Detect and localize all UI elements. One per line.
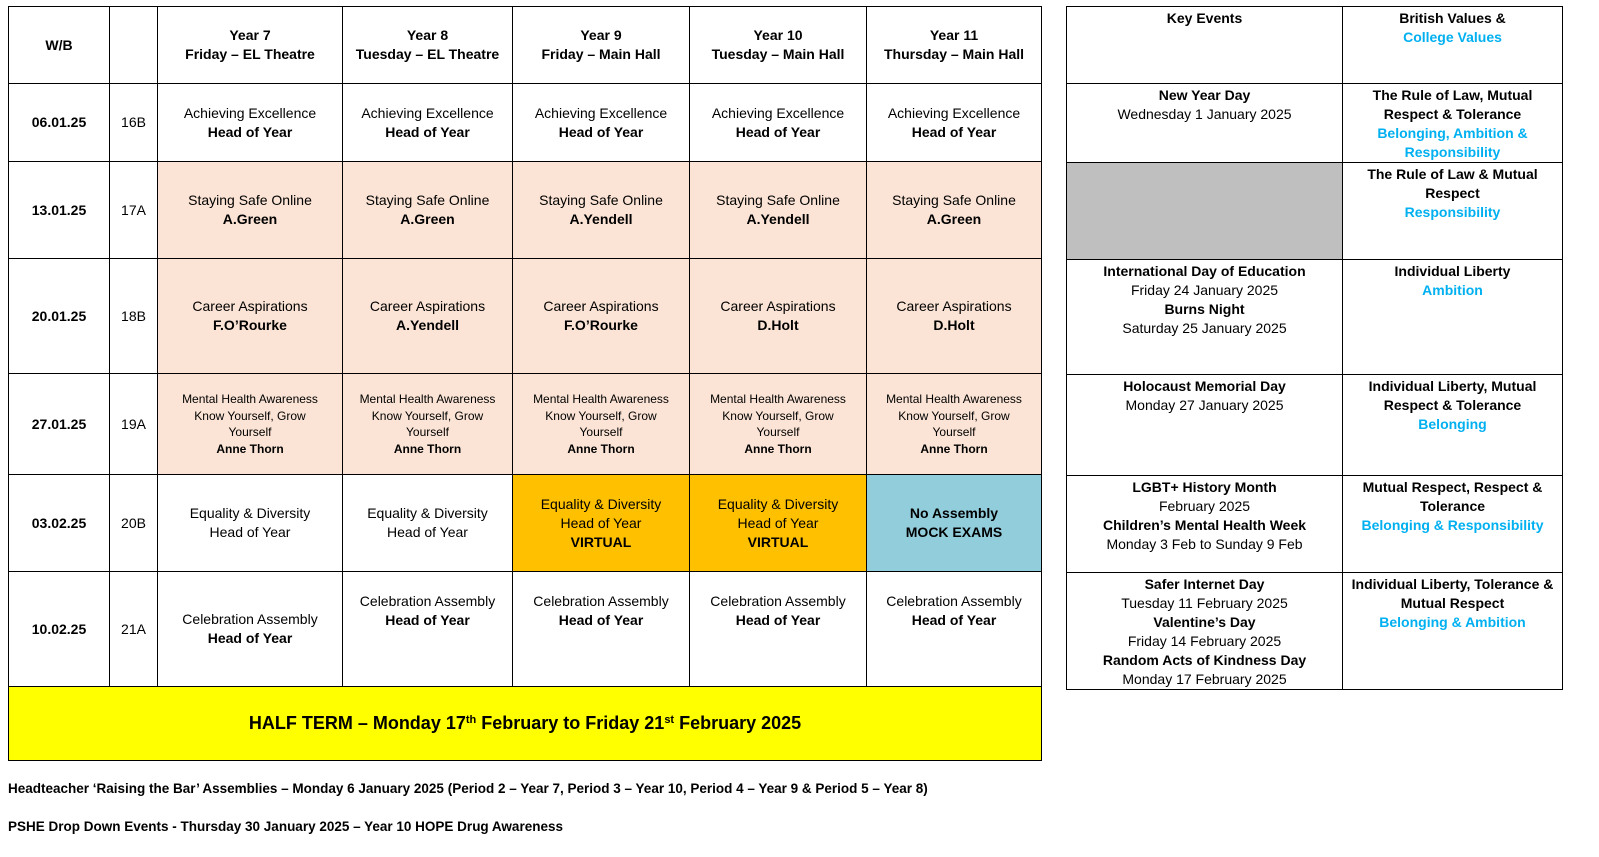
- assembly-cell: Mental Health Awareness Know Yourself, Grow Yourself Anne Thorn: [158, 374, 343, 475]
- assembly-cell: Staying Safe Online A.Green: [158, 162, 343, 259]
- key-events-cell: LGBT+ History Month February 2025 Children’s Mental Health Week Monday 3 Feb to Sunday 9 Feb: [1067, 476, 1343, 573]
- assembly-cell: Celebration Assembly Head of Year: [690, 572, 867, 687]
- no-assembly-cell: No Assembly MOCK EXAMS: [867, 475, 1042, 572]
- assembly-cell: Career Aspirations A.Yendell: [343, 259, 513, 374]
- values-cell: Mutual Respect, Respect & Tolerance Belonging & Responsibility: [1343, 476, 1563, 573]
- values-cell: Individual Liberty Ambition: [1343, 260, 1563, 375]
- headteacher-assemblies-note: Headteacher ‘Raising the Bar’ Assemblies – Monday 6 January 2025 (Period 2 – Year 7, Period 3 – Year 10, Period 4 – Year 9 & Period 5 – Year 8): [8, 781, 928, 796]
- week-code: 21A: [110, 572, 158, 687]
- key-events-cell-empty: [1067, 163, 1343, 260]
- assembly-cell: Celebration Assembly Head of Year: [158, 572, 343, 687]
- table-row: [9, 162, 1042, 259]
- week-date: 27.01.25: [9, 374, 110, 475]
- week-code: 18B: [110, 259, 158, 374]
- values-cell: The Rule of Law & Mutual Respect Responsibility: [1343, 163, 1563, 260]
- week-code: 20B: [110, 475, 158, 572]
- assembly-cell: Celebration Assembly Head of Year: [343, 572, 513, 687]
- assembly-cell-virtual: Equality & Diversity Head of Year VIRTUAL: [690, 475, 867, 572]
- assembly-cell: Celebration Assembly Head of Year: [867, 572, 1042, 687]
- table-row: [1067, 375, 1563, 476]
- assembly-cell: Equality & Diversity Head of Year: [158, 475, 343, 572]
- week-date: 20.01.25: [9, 259, 110, 374]
- week-header: [110, 7, 158, 84]
- key-events-table: [1066, 6, 1563, 690]
- year-8-header: Year 8 Tuesday – EL Theatre: [343, 7, 513, 84]
- assembly-cell-virtual: Equality & Diversity Head of Year VIRTUAL: [513, 475, 690, 572]
- values-cell: Individual Liberty, Mutual Respect & Tolerance Belonging: [1343, 375, 1563, 476]
- assembly-cell: Mental Health Awareness Know Yourself, Grow Yourself Anne Thorn: [690, 374, 867, 475]
- key-events-cell: New Year Day Wednesday 1 January 2025: [1067, 84, 1343, 163]
- table-row: [9, 259, 1042, 374]
- assembly-cell: Staying Safe Online A.Yendell: [513, 162, 690, 259]
- table-row: [9, 475, 1042, 572]
- year-9-header: Year 9 Friday – Main Hall: [513, 7, 690, 84]
- half-term-row: [9, 687, 1042, 761]
- key-events-cell: International Day of Education Friday 24 January 2025 Burns Night Saturday 25 January 2025: [1067, 260, 1343, 375]
- assembly-cell: Mental Health Awareness Know Yourself, Grow Yourself Anne Thorn: [513, 374, 690, 475]
- assembly-cell: Career Aspirations D.Holt: [690, 259, 867, 374]
- year-10-header: Year 10 Tuesday – Main Hall: [690, 7, 867, 84]
- assembly-cell: Celebration Assembly Head of Year: [513, 572, 690, 687]
- table-row: [1067, 260, 1563, 375]
- assembly-cell: Career Aspirations D.Holt: [867, 259, 1042, 374]
- table-row: [1067, 573, 1563, 690]
- header-row: [9, 7, 1042, 84]
- table-row: [9, 84, 1042, 162]
- values-cell: Individual Liberty, Tolerance & Mutual Respect Belonging & Ambition: [1343, 573, 1563, 690]
- assembly-cell: Career Aspirations F.O’Rourke: [158, 259, 343, 374]
- key-events-header: Key Events: [1067, 7, 1343, 84]
- assembly-cell: Staying Safe Online A.Yendell: [690, 162, 867, 259]
- assembly-cell: Staying Safe Online A.Green: [867, 162, 1042, 259]
- values-header: British Values & College Values: [1343, 7, 1563, 84]
- assembly-cell: Career Aspirations F.O’Rourke: [513, 259, 690, 374]
- assembly-cell: Achieving Excellence Head of Year: [343, 84, 513, 162]
- table-row: [1067, 163, 1563, 260]
- week-date: 06.01.25: [9, 84, 110, 162]
- table-row: [9, 374, 1042, 475]
- pshe-events-note: PSHE Drop Down Events - Thursday 30 January 2025 – Year 10 HOPE Drug Awareness: [8, 819, 563, 834]
- week-code: 16B: [110, 84, 158, 162]
- assembly-schedule-table: [8, 6, 1042, 761]
- header-row: [1067, 7, 1563, 84]
- week-code: 17A: [110, 162, 158, 259]
- assembly-cell: Staying Safe Online A.Green: [343, 162, 513, 259]
- table-row: [1067, 476, 1563, 573]
- year-7-header: Year 7 Friday – EL Theatre: [158, 7, 343, 84]
- wb-header: W/B: [9, 7, 110, 84]
- key-events-cell: Holocaust Memorial Day Monday 27 January 2025: [1067, 375, 1343, 476]
- assembly-cell: Mental Health Awareness Know Yourself, Grow Yourself Anne Thorn: [867, 374, 1042, 475]
- key-events-cell: Safer Internet Day Tuesday 11 February 2025 Valentine’s Day Friday 14 February 2025 Random Acts of Kindness Day Monday 17 February 2025: [1067, 573, 1343, 690]
- half-term-banner: HALF TERM – Monday 17th February to Friday 21st February 2025: [9, 687, 1042, 761]
- assembly-cell: Achieving Excellence Head of Year: [158, 84, 343, 162]
- assembly-cell: Equality & Diversity Head of Year: [343, 475, 513, 572]
- week-date: 13.01.25: [9, 162, 110, 259]
- week-code: 19A: [110, 374, 158, 475]
- table-row: [9, 572, 1042, 687]
- table-row: [1067, 84, 1563, 163]
- year-11-header: Year 11 Thursday – Main Hall: [867, 7, 1042, 84]
- assembly-cell: Achieving Excellence Head of Year: [513, 84, 690, 162]
- assembly-cell: Achieving Excellence Head of Year: [867, 84, 1042, 162]
- week-date: 03.02.25: [9, 475, 110, 572]
- values-cell: The Rule of Law, Mutual Respect & Tolerance Belonging, Ambition & Responsibility: [1343, 84, 1563, 163]
- assembly-cell: Achieving Excellence Head of Year: [690, 84, 867, 162]
- assembly-cell: Mental Health Awareness Know Yourself, Grow Yourself Anne Thorn: [343, 374, 513, 475]
- week-date: 10.02.25: [9, 572, 110, 687]
